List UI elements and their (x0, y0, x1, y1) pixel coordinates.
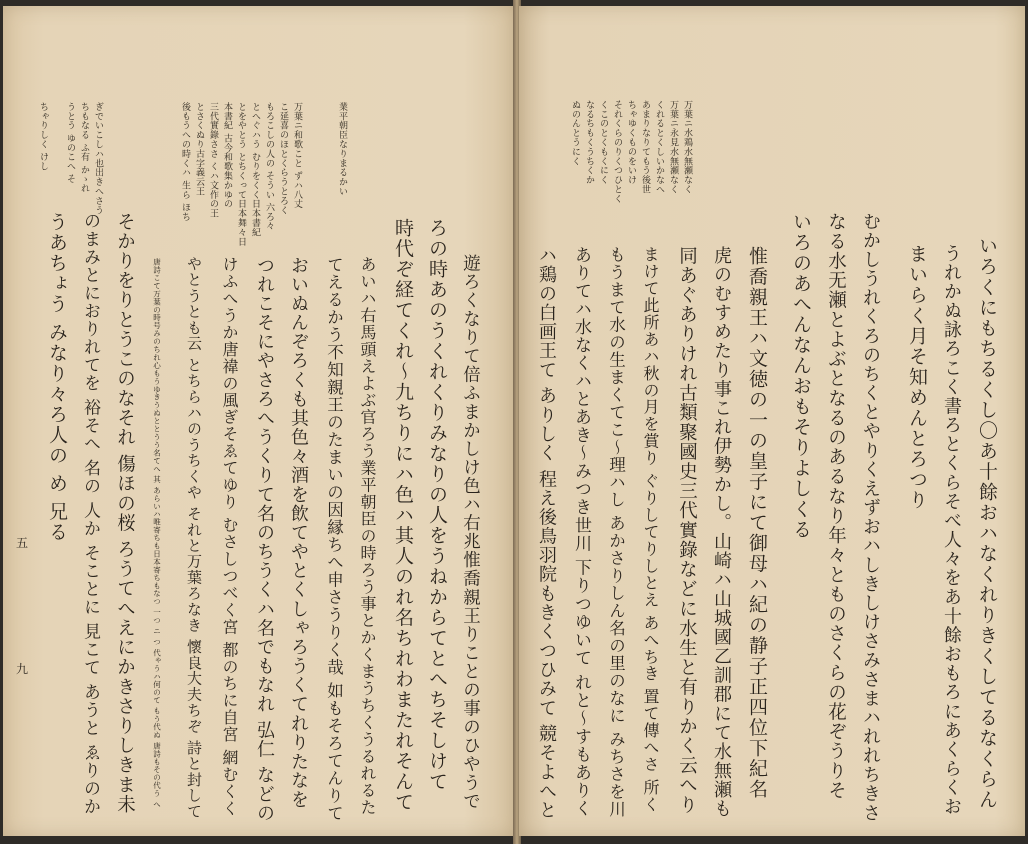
right-headnote-col: 万葉ニ永見水無瀬なく (668, 100, 678, 194)
right-text-col: むかしうれくろのちくとやりくえずおハしきしけさみさまハれれちきさ (860, 212, 881, 823)
left-text-col: あいハ右馬頭えよぶ官ろう業平朝臣の時ろう事とかくまうちくうるれるた (358, 256, 377, 816)
left-headnote-col: ちゃりしく けし (38, 102, 48, 172)
left-headnote-col: 後もうへの時くハ 生ら ほち (180, 102, 190, 222)
left-headnote-col: ぎでいこしハ也出きへさう (93, 102, 103, 215)
right-headnote-col: あまりなりてもう後世 (640, 100, 650, 194)
left-headnote-col: 三代實錄ささ くハ文作の王 (208, 102, 218, 219)
left-headnote-col: ちもなる ふ有 かゝれ (79, 102, 89, 194)
right-text-col: まけて此所あハ秋の月を賞り ぐりしてりしとえ あへちき 置て傳へさ 所く (641, 246, 660, 813)
right-text-col: もうまて水の生まくてこ〜理ハし あかさりしん名の里のなに みちさを川 (606, 246, 626, 819)
left-headnote-col: 万葉ニ和歌こと ずハ八丈 (292, 102, 302, 209)
left-text-col: 時代ぞ経てくれ〜九ちりにハ色ハ其人のれ名ちれわまたれそんて (392, 218, 414, 813)
left-headnote-col: こ延喜のほとくらうとろく (278, 102, 288, 215)
right-text-col: ありてハ水なくハとあき〜みつき世川 下りつゆいて れと〜すもありく (571, 246, 591, 818)
left-text-col: のまみとにおりれてを 裕そへ 名の 人か そことに 見こて あうと ゑりのか (80, 212, 100, 816)
left-text-col: そかりをりとうこのなそれ 傷ほの桜 ろうてへえにかきさりしきま未 (114, 212, 136, 815)
left-text-col: けふへうか唐禕の風ぎそゑてゆり むさしつべく宮 都のちに自宮 網むくく (220, 256, 239, 817)
left-text-col: てえるかう不知親王のたまいの因縁ちへ申さうりく哉 如もそろてんりて (324, 256, 344, 822)
right-headnote-col: それくらのりくつひとく (612, 100, 622, 204)
right-headnote-col: くこのとくもくにく (598, 100, 608, 185)
left-headnote-col: 本書紀 古今和歌集かゆの (222, 102, 232, 209)
left-text-col: つれこそにやさろへうくりて名のちうくハ名でもなれ 弘仁 などの (254, 256, 275, 823)
left-text-col: 唐詩こて万葉の時号みのちれ心もうゆきうぬととうう名てへ 其 あらいハ唯寄ちも日本寄ちもなつ 一つ ニ つ 代ゃうハ何のて もう代ぬ 唐詩もその代う へ (152, 258, 162, 809)
right-page (519, 6, 1025, 836)
right-text-col: まいらく月そ知めんとろつり (906, 244, 928, 511)
right-text-col: いろのあへんなんおもそりよしくる (790, 212, 812, 540)
left-text-col: おいぬんぞろくも其色々酒を飲てやとくしゃろうくてれりたなを (288, 256, 309, 810)
left-text-col: 遊ろくなりて倍ふまかしけ色ハ右兆惟喬親王りことの事のひやうで (460, 254, 481, 811)
right-text-col: なる水无瀬とよぶとなるのあるなり年々とものさくらの花ぞうりそ (825, 212, 847, 801)
right-text-col: ハ鶏の白画王て ありしく 程え後鳥羽院もきくつひみて 競そよへと (536, 246, 557, 820)
folio-number: 五 (16, 536, 29, 550)
left-headnote-col: もろこしの人の そうい 六ろ々 (264, 102, 274, 231)
right-headnote-col: くれるとくしいかなへ (654, 100, 664, 194)
left-text-col: やとうとも云 とちらハのうちくや それと万葉ろなき 懷良大夫ちぞ 詩と封して (185, 256, 203, 820)
right-text-col: 惟喬親王ハ文徳の一の皇子にて御母ハ紀の静子正四位下紀名 (746, 246, 768, 800)
right-text-col: いろくにもちるくし〇あ十餘おハなくれりきくしてるなくらん (976, 236, 998, 810)
left-headnote-col: とさくぬり古字義云王 (194, 102, 204, 196)
right-headnote-col: ぬのんとうにく (570, 100, 580, 166)
folio-number: 九 (16, 662, 29, 676)
left-headnote-col: とへぐハう むりをくく日本書紀 (250, 102, 260, 237)
left-text-col: ろの時あのうくれくりみなりの人をうねからてとへちそしけて (426, 218, 448, 792)
right-headnote-col: 万葉ニ水鶏水無瀬なく (682, 100, 692, 194)
right-text-col: うれかぬ詠ろこく書ろとくらそべ人々をあ十餘おもろにあくらくお (941, 244, 962, 817)
right-headnote-col: なるちもくうちくか (584, 100, 594, 185)
left-headnote-col: とをやとう とちくって日本舞々日 (236, 102, 246, 247)
left-headnote-col: うとう ゆのこへ そ (65, 102, 75, 184)
left-text-col: うあちょう みなり々ろ人の め 兄る (46, 212, 68, 543)
right-headnote-col: ちゃゆくものをいけ (626, 100, 636, 185)
left-page (3, 6, 515, 836)
left-headnote-col: 業平朝臣なりまるかい (337, 102, 347, 196)
right-text-col: 同あぐありけれ古類聚國史三代實錄などに水生と有りかく云へり (676, 246, 698, 815)
right-text-col: 虎のむすめたり事これ伊勢かし。山崎ハ山城國乙訓郡にて水無瀬も (711, 246, 732, 819)
